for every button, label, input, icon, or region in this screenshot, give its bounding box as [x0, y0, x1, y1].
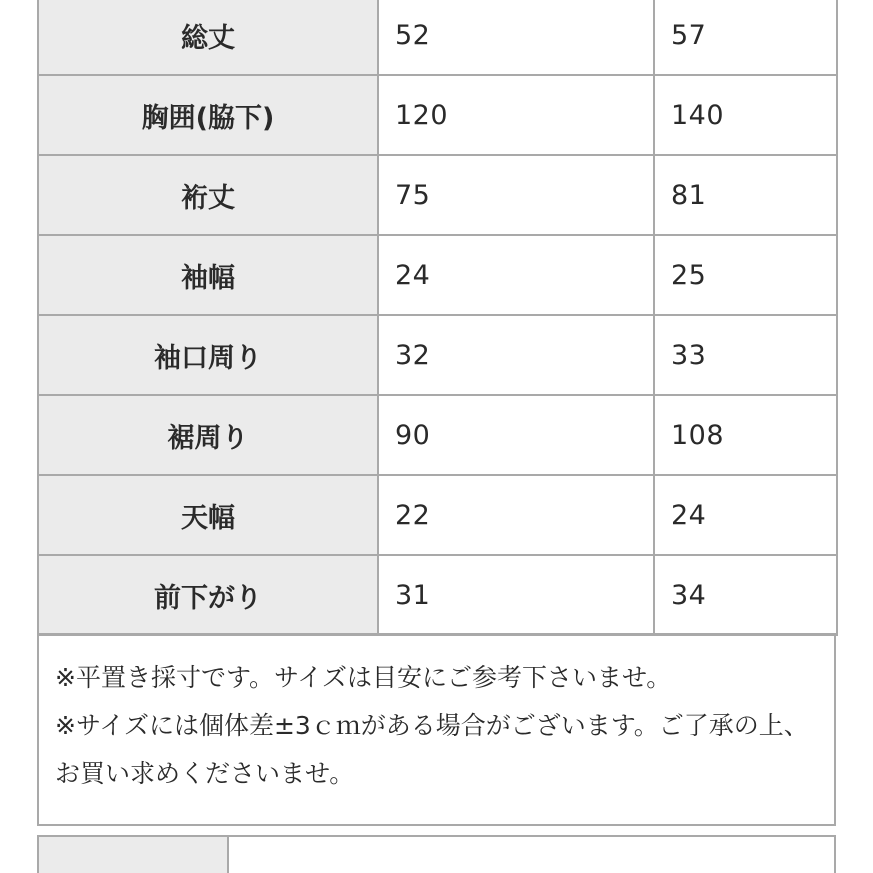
table-row — [38, 235, 837, 315]
next-table-value-cell — [229, 835, 836, 873]
measurement-value-a: 31 — [378, 555, 654, 635]
note-line-2: ※サイズには個体差±3ｃｍがある場合がございます。ご了承の上、お買い求めくださいませ。 — [55, 711, 809, 788]
next-table-row — [37, 835, 836, 873]
table-row — [38, 315, 837, 395]
measurement-value-b: 33 — [654, 315, 837, 395]
table-row — [38, 475, 837, 555]
measurement-value-b: 34 — [654, 555, 837, 635]
measurement-value-b: 108 — [654, 395, 837, 475]
measurement-value-b: 57 — [654, 0, 837, 75]
table-row — [38, 555, 837, 635]
measurement-label: 胸囲(脇下) — [38, 75, 378, 155]
table-row — [38, 155, 837, 235]
measurement-label: 天幅 — [38, 475, 378, 555]
measurement-value-b: 25 — [654, 235, 837, 315]
measurement-label: 袖幅 — [38, 235, 378, 315]
measurement-label: 裄丈 — [38, 155, 378, 235]
measurement-value-b: 140 — [654, 75, 837, 155]
measurement-label: 前下がり — [38, 555, 378, 635]
size-table — [37, 0, 838, 636]
size-chart — [37, 0, 836, 873]
table-row — [38, 0, 837, 75]
measurement-value-b: 24 — [654, 475, 837, 555]
measurement-label: 袖口周り — [38, 315, 378, 395]
measurement-value-a: 22 — [378, 475, 654, 555]
next-table-label-cell — [37, 835, 229, 873]
measurement-value-a: 90 — [378, 395, 654, 475]
note-line-1: ※平置き採寸です。サイズは目安にご参考下さいませ。 — [55, 663, 672, 692]
measurement-value-a: 32 — [378, 315, 654, 395]
notes-box — [37, 636, 836, 826]
measurement-label: 裾周り — [38, 395, 378, 475]
table-row — [38, 395, 837, 475]
measurement-value-a: 120 — [378, 75, 654, 155]
measurement-value-a: 75 — [378, 155, 654, 235]
measurement-value-b: 81 — [654, 155, 837, 235]
table-row — [38, 75, 837, 155]
measurement-value-a: 52 — [378, 0, 654, 75]
measurement-value-a: 24 — [378, 235, 654, 315]
size-table-body — [38, 0, 837, 635]
measurement-label: 総丈 — [38, 0, 378, 75]
